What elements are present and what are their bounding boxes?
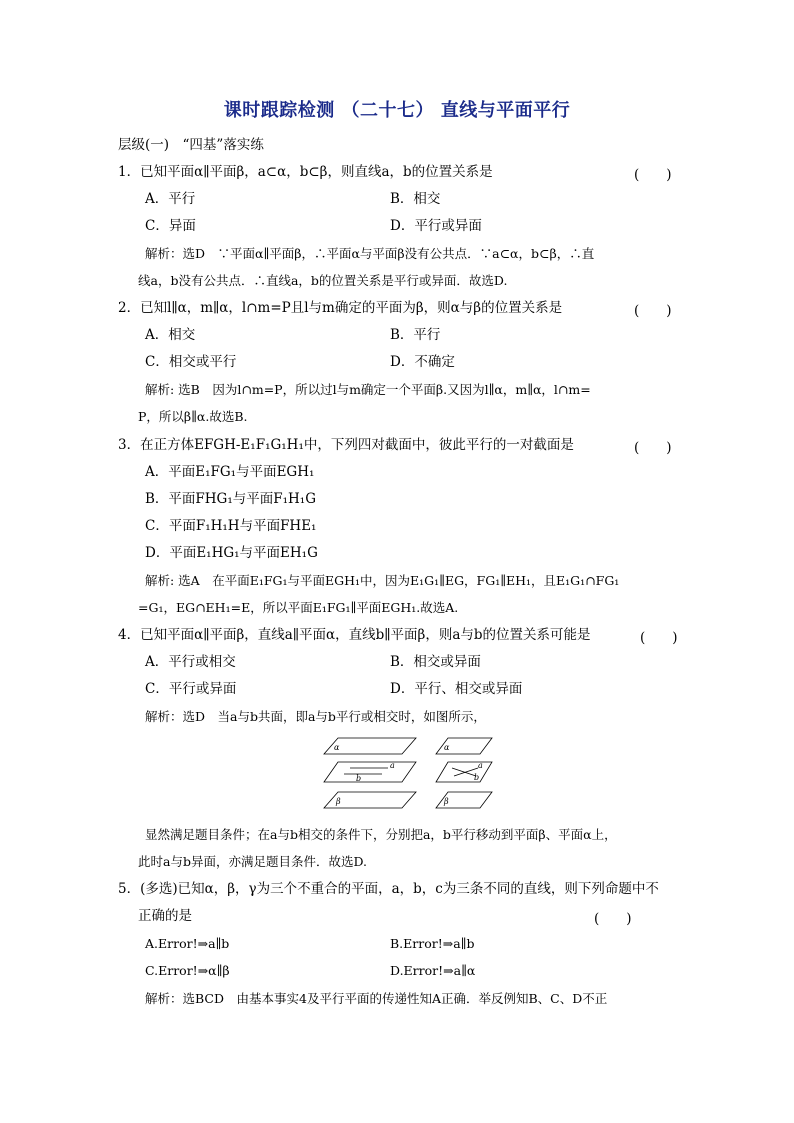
q1-stem: 1．已知平面α∥平面β，a⊂α，b⊂β，则直线a，b的位置关系是	[118, 164, 493, 180]
q2-option-a: A．相交	[145, 327, 196, 343]
q2-answer-blank: ( )	[634, 303, 672, 319]
q1-option-a: A．平行	[145, 191, 196, 207]
q2-solution-line-1: 解析: 选B 因为l∩m=P，所以过l与m确定一个平面β.又因为l∥α，m∥α，l∩m=	[145, 382, 591, 397]
label-b-left: b	[356, 774, 362, 783]
figure-left	[324, 738, 416, 808]
q4-solution-line-1: 解析：选D 当a与b共面，即a与b平行或相交时，如图所示，	[145, 709, 486, 724]
q1-option-d: D．平行或异面	[390, 218, 482, 234]
page-title: 课时跟踪检测 （二十七） 直线与平面平行	[223, 100, 571, 121]
label-beta-right: β	[444, 797, 449, 806]
q5-option-c: C.Error!⇒α∥β	[145, 963, 230, 978]
q5-stem-line-2: 正确的是	[138, 908, 192, 924]
q4-answer-blank: ( )	[640, 630, 678, 646]
q5-solution-line-1: 解析：选BCD 由基本事实4及平行平面的传递性知A正确．举反例知B、C、D不正	[145, 991, 608, 1006]
q3-option-a: A．平面E₁FG₁与平面EGH₁	[145, 464, 315, 480]
q1-solution-line-2: 线a，b没有公共点．∴直线a，b的位置关系是平行或异面．故选D.	[138, 273, 508, 288]
q3-answer-blank: ( )	[634, 440, 672, 456]
q1-answer-blank: ( )	[634, 167, 672, 183]
label-beta-left: β	[336, 797, 341, 806]
q4-option-d: D．平行、相交或异面	[390, 681, 523, 697]
q2-option-b: B．平行	[390, 327, 441, 343]
q1-solution-line-1: 解析：选D ∵平面α∥平面β，∴平面α与平面β没有公共点．∵a⊂α，b⊂β，∴直	[145, 246, 595, 261]
q2-option-d: D．不确定	[390, 354, 455, 370]
q4-solution-line-2: 显然满足题目条件；在a与b相交的条件下，分别把a，b平行移动到平面β、平面α上，	[145, 827, 617, 842]
q3-solution-line-1: 解析: 选A 在平面E₁FG₁与平面EGH₁中，因为E₁G₁∥EG，FG₁∥EH₁，且E₁G₁∩FG₁	[145, 573, 620, 588]
q3-stem: 3．在正方体EFGH-E₁F₁G₁H₁中，下列四对截面中，彼此平行的一对截面是	[118, 437, 574, 453]
q4-option-b: B．相交或异面	[390, 654, 481, 670]
level-heading: 层级(一) “四基”落实练	[118, 137, 264, 153]
label-b-right: b	[474, 773, 480, 782]
q4-solution-line-3: 此时a与b异面，亦满足题目条件．故选D.	[138, 854, 368, 869]
q3-solution-line-2: =G₁，EG∩EH₁=E，所以平面E₁FG₁∥平面EGH₁.故选A.	[138, 600, 459, 615]
q4-option-a: A．平行或相交	[145, 654, 236, 670]
q2-solution-line-2: P，所以β∥α.故选B.	[138, 409, 248, 424]
q3-option-d: D．平面E₁HG₁与平面EH₁G	[145, 545, 318, 561]
q2-option-c: C．相交或平行	[145, 354, 237, 370]
q5-answer-blank: ( )	[594, 911, 632, 927]
q4-stem: 4．已知平面α∥平面β，直线a∥平面α，直线b∥平面β，则a与b的位置关系可能是	[118, 627, 591, 643]
q5-stem-line-1: 5．(多选)已知α，β，γ为三个不重合的平面，a，b，c为三条不同的直线，则下列命题中不	[118, 881, 659, 897]
q4-option-c: C．平行或异面	[145, 681, 237, 697]
line-b-right	[452, 768, 476, 776]
q3-option-b: B．平面FHG₁与平面F₁H₁G	[145, 491, 317, 507]
q5-option-d: D.Error!⇒a∥α	[390, 963, 476, 978]
q1-option-c: C．异面	[145, 218, 196, 234]
q5-option-b: B.Error!⇒a∥b	[390, 936, 475, 951]
parallel-planes-figure	[322, 734, 552, 820]
label-alpha-right: α	[444, 743, 450, 752]
q1-option-b: B．相交	[390, 191, 441, 207]
q3-option-c: C．平面F₁H₁H与平面FHE₁	[145, 518, 317, 534]
q5-option-a: A.Error!⇒a∥b	[145, 936, 230, 951]
label-a-left: a	[390, 761, 395, 770]
label-a-right: a	[478, 761, 483, 770]
plane-middle-left	[324, 762, 416, 782]
figure-right	[436, 738, 492, 808]
label-alpha-left: α	[334, 743, 340, 752]
q2-stem: 2．已知l∥α，m∥α，l∩m=P且l与m确定的平面为β，则α与β的位置关系是	[118, 300, 563, 316]
